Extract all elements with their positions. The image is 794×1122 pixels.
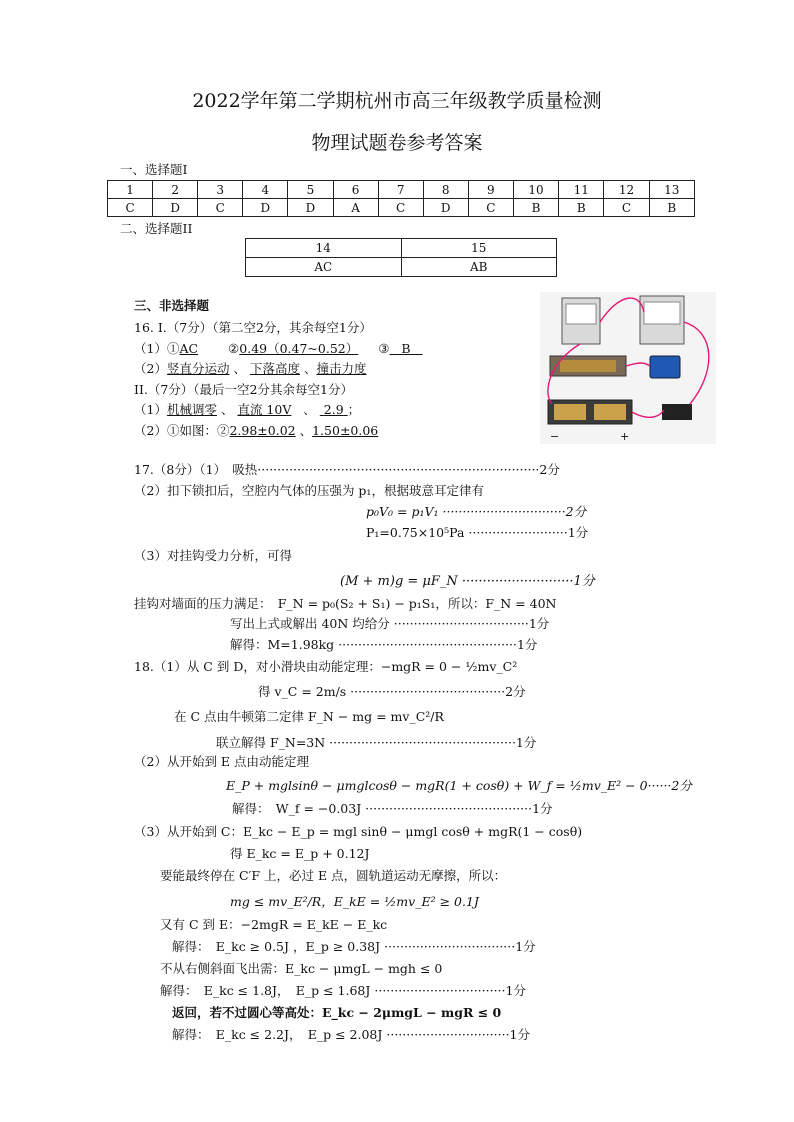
minus-label: − [550,430,560,443]
table-row-answers [108,199,695,217]
answer-cell: B [649,199,694,217]
circuit-photo [540,292,716,444]
q16-line-2: （2）竖直分运动 、 下落高度 、撞击力度 [134,361,367,376]
answer-cell: B [513,199,558,217]
q18-line-14: 不从右侧斜面飞出需：E_kc − μmgL − mgh ≤ 0 [160,961,443,976]
number-cell: 1 [108,181,153,199]
table-row-answers [246,258,557,277]
q18-line-16: 返回，若不过圆心等高处：E_kc − 2μmgL − mgR ≤ 0 [172,1005,502,1020]
q18-line-7: 解得： W_f = −0.03J ··········································1分 [232,801,553,816]
answer-cell: C [198,199,243,217]
number-cell: 10 [513,181,558,199]
q17-line-6: (M + m)g = μF_N ···························1分 [340,574,595,589]
q18-line-10: 要能最终停在 C′F 上，必过 E 点，圆轨道运动无摩擦，所以： [160,868,507,883]
number-cell: 3 [198,181,243,199]
q18-line-3: 在 C 点由牛顿第二定律 F_N − mg = mv_C²/R [174,709,444,724]
answer-cell: C [108,199,153,217]
table-row-numbers [108,181,695,199]
q18-line-4: 联立解得 F_N=3N ···············································1分 [216,735,537,750]
section-choice-2: 二、选择题II [120,221,193,236]
q18-line-6: E_P + mglsinθ − μmglcosθ − mgR(1 + cosθ) + W_f = ½mv_E² − 0······2分 [226,778,692,793]
answer-cell: D [423,199,468,217]
q16-line-1: （1）①AC ②0.49（0.47~0.52） ③ B [134,341,411,356]
answer-cell: D [153,199,198,217]
number-cell: 8 [423,181,468,199]
q18-line-5: （2）从开始到 E 点由动能定理 [134,754,310,769]
section-nonchoice: 三、非选择题 [134,298,210,313]
q17-line-8: 写出上式或解出 40N 均给分 ··································1分 [230,616,550,631]
q18-line-1: 18.（1）从 C 到 D，对小滑块由动能定理：−mgR = 0 − ½mv_C² [134,659,518,674]
answer-table-1 [107,180,695,217]
number-cell: 4 [243,181,288,199]
number-cell: 15 [401,239,557,258]
answer-table-2 [245,238,557,277]
knife-switch-icon [662,404,692,420]
q16-header-2: II.（7分）（最后一空2分其余每空1分） [134,382,353,397]
table-row-numbers [246,239,557,258]
q16-line-3: （1）机械调零 、 直流 10V 、 2.9 ； [134,402,361,417]
answer-cell: C [604,199,649,217]
q18-line-17: 解得： E_kc ≤ 2.2J， E_p ≤ 2.08J ·······························1分 [172,1027,531,1042]
answer-cell: AB [401,258,557,277]
q16-line-4: （2）①如图：②2.98±0.02 、1.50±0.06 [134,423,379,438]
number-cell: 7 [378,181,423,199]
q18-line-13: 解得： E_kc ≥ 0.5J ，E_p ≥ 0.38J ·································1分 [172,939,536,954]
q18-line-2: 得 v_C = 2m/s ·······································2分 [258,684,526,699]
number-cell: 2 [153,181,198,199]
answer-cell: C [378,199,423,217]
answer-cell: AC [246,258,402,277]
plus-label: + [620,430,630,443]
q17-line-7: 挂钩对墙面的压力满足： F_N = p₀(S₂ + S₁) − p₁S₁，所以：F_N = 40N [134,596,557,611]
q17-line-3: p₀V₀ = p₁V₁ ·······························2分 [366,504,587,519]
number-cell: 9 [468,181,513,199]
q18-line-8: （3）从开始到 C：E_kc − E_p = mgl sinθ − μmgl cosθ + mgR(1 − cosθ) [134,824,583,839]
switch-box-icon [650,356,680,378]
number-cell: 13 [649,181,694,199]
section-choice-1: 一、选择题I [120,162,188,177]
answer-cell: D [243,199,288,217]
q17-line-2: （2）扣下锁扣后，空腔内气体的压强为 p₁，根据玻意耳定律有 [134,483,484,498]
page-title: 2022学年第二学期杭州市高三年级教学质量检测 [192,90,602,112]
number-cell: 11 [559,181,604,199]
q17-line-4: P₁=0.75×10⁵Pa ·························1分 [366,525,589,540]
q18-line-9: 得 E_kc = E_p + 0.12J [230,846,370,861]
q17-line-1: 17.（8分）（1） 吸热·······································································2分 [134,462,560,477]
number-cell: 5 [288,181,333,199]
q18-line-12: 又有 C 到 E：−2mgR = E_kE − E_kc [160,917,388,932]
number-cell: 6 [333,181,378,199]
q17-line-5: （3）对挂钩受力分析，可得 [134,548,292,563]
page-subtitle: 物理试题卷参考答案 [311,132,483,154]
number-cell: 12 [604,181,649,199]
answer-cell: C [468,199,513,217]
answer-cell: A [333,199,378,217]
answer-cell: D [288,199,333,217]
number-cell: 14 [246,239,402,258]
q17-line-9: 解得：M=1.98kg ·············································1分 [230,637,538,652]
q18-line-11: mg ≤ mv_E²/R，E_kE = ½mv_E² ≥ 0.1J [230,894,479,909]
q16-header-1: 16. I.（7分）（第二空2分，其余每空1分） [134,320,372,335]
answer-cell: B [559,199,604,217]
q18-line-15: 解得： E_kc ≤ 1.8J， E_p ≤ 1.68J ·································1分 [160,983,526,998]
